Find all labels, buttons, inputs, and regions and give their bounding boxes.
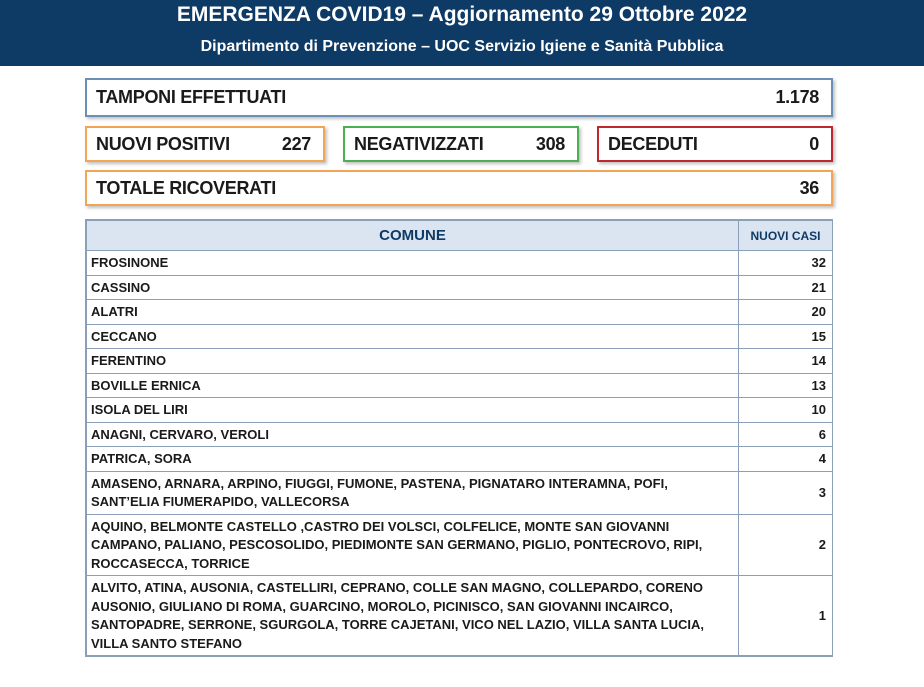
column-header-nuovi-casi: NUOVI CASI [739,221,833,251]
column-header-comune: COMUNE [87,221,739,251]
nuovi-casi-cell: 1 [739,576,833,656]
negativizzati-value: 308 [535,133,565,154]
negativizzati-label: NEGATIVIZZATI [354,133,484,154]
nuovi-casi-cell: 3 [739,471,833,514]
table-row [87,447,833,472]
deceduti-value: 0 [809,133,819,154]
page-title: EMERGENZA COVID19 – Aggiornamento 29 Ottobre 2022 [176,3,748,26]
comune-cell: ALATRI [87,300,739,325]
totale-ricoverati-label: TOTALE RICOVERATI [96,177,276,198]
table-row [87,576,833,656]
comune-cell: ANAGNI, CERVARO, VEROLI [87,422,739,447]
tamponi-label: TAMPONI EFFETTUATI [96,87,286,107]
comune-cell: ISOLA DEL LIRI [87,398,739,423]
nuovi-casi-cell: 32 [739,251,833,276]
table-row [87,324,833,349]
table-row [87,514,833,576]
nuovi-casi-cell: 21 [739,275,833,300]
comune-cell: FROSINONE [87,251,739,276]
comune-cell: PATRICA, SORA [87,447,739,472]
comune-cell: CASSINO [87,275,739,300]
tamponi-box [85,78,833,117]
table-row [87,373,833,398]
nuovi-positivi-value: 227 [281,133,311,154]
nuovi-casi-cell: 4 [739,447,833,472]
cases-table [86,220,833,656]
comune-cell: AQUINO, BELMONTE CASTELLO ,CASTRO DEI VOLSCI, COLFELICE, MONTE SAN GIOVANNI CAMPANO, PALIANO, PESCOSOLIDO, PIEDIMONTE SAN GERMANO, PIGLIO, PONTECROVO, RIPI, ROCCASECCA, TORRICE [87,514,739,576]
nuovi-casi-cell: 13 [739,373,833,398]
table-row [87,349,833,374]
page-subtitle: Dipartimento di Prevenzione – UOC Servizio Igiene e Sanità Pubblica [200,38,724,55]
comune-cell: FERENTINO [87,349,739,374]
cases-table-wrapper [85,219,833,657]
nuovi-casi-cell: 10 [739,398,833,423]
comune-cell: CECCANO [87,324,739,349]
comune-cell: BOVILLE ERNICA [87,373,739,398]
tamponi-value: 1.178 [775,87,819,107]
nuovi-positivi-label: NUOVI POSITIVI [96,133,230,154]
table-row [87,300,833,325]
comune-cell: AMASENO, ARNARA, ARPINO, FIUGGI, FUMONE, PASTENA, PIGNATARO INTERAMNA, POFI, SANT’ELIA FIUMERAPIDO, VALLECORSA [87,471,739,514]
totale-ricoverati-value: 36 [799,177,819,198]
table-header-row [87,221,833,251]
comune-cell: ALVITO, ATINA, AUSONIA, CASTELLIRI, CEPRANO, COLLE SAN MAGNO, COLLEPARDO, CORENO AUSONIO, GIULIANO DI ROMA, GUARCINO, MOROLO, PICINISCO, SAN GIOVANNI INCAIRCO, SANTOPADRE, SERRONE, SGURGOLA, TORRE CAJETANI, VICO NEL LAZIO, VILLA SANTA LUCIA, VILLA SANTO STEFANO [87,576,739,656]
nuovi-casi-cell: 15 [739,324,833,349]
table-body [87,251,833,656]
deceduti-label: DECEDUTI [608,133,698,154]
negativizzati-box [343,126,579,162]
page-header [0,0,924,66]
nuovi-casi-cell: 20 [739,300,833,325]
nuovi-casi-cell: 6 [739,422,833,447]
table-row [87,251,833,276]
table-row [87,275,833,300]
table-row [87,471,833,514]
nuovi-casi-cell: 2 [739,514,833,576]
deceduti-box [597,126,833,162]
table-row [87,422,833,447]
table-row [87,398,833,423]
totale-ricoverati-box [85,170,833,206]
nuovi-positivi-box [85,126,325,162]
nuovi-casi-cell: 14 [739,349,833,374]
